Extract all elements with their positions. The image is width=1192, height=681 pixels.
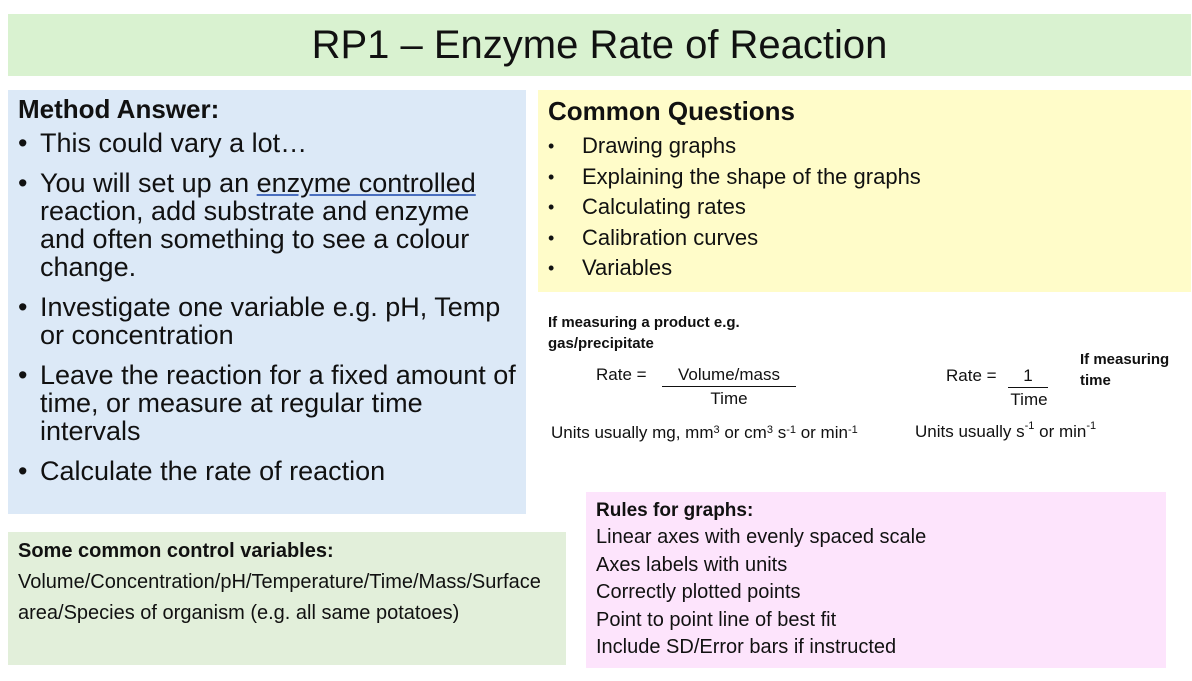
question-item: • Variables [548,253,1181,284]
question-item: • Calculating rates [548,192,1181,223]
units-left-text: or cm [719,423,767,442]
method-setup-suffix: reaction, add substrate and enzyme and often something to see a colour change. [40,196,470,282]
method-setup-prefix: You will set up an [40,168,257,198]
units-left-text: s [772,423,787,442]
question-item: • Explaining the shape of the graphs [548,162,1181,193]
rate-label-right: Rate = [946,366,997,385]
page-title: RP1 – Enzyme Rate of Reaction [311,22,888,67]
rule-item: Linear axes with evenly spaced scale [596,526,927,548]
rules-list [596,524,1156,662]
rule-item: Point to point line of best fit [596,608,837,631]
title-bar [8,14,1191,76]
method-item-setup [18,169,516,281]
units-left [551,421,881,444]
controls-heading: Some common control variables: [18,540,334,562]
units-left-sup: 3 [713,424,720,436]
units-right-sup: -1 [1024,420,1035,432]
units-right-sup: -1 [1086,420,1097,432]
units-right-text: Units usually s [915,422,1025,441]
method-heading: Method Answer: [18,94,220,124]
rule-item: Correctly plotted points [596,581,801,603]
rate-label-left: Rate = [596,365,647,384]
product-measure-label: If measuring a product e.g. gas/precipitate [548,314,740,352]
common-questions-panel [538,90,1191,292]
rate-denominator-left: Time [710,389,748,408]
questions-list [548,131,1181,284]
question-item: • Calibration curves [548,223,1181,254]
rule-item: Include SD/Error bars if instructed [596,636,897,658]
question-item: • Drawing graphs [548,131,1181,162]
control-variables-panel [8,532,566,665]
rate-numerator-left: Volume/mass [662,365,796,387]
rate-denominator-right: Time [1010,390,1048,409]
units-left-text: or min [795,423,848,442]
method-item: • Investigate one variable e.g. pH, Temp or concentration [18,293,516,349]
method-answer-panel [8,90,526,514]
units-left-sup: -1 [786,424,796,436]
method-item: • Calculate the rate of reaction [18,457,516,485]
time-measure-label: If measuring time [1080,351,1170,389]
rate-numerator-right: 1 [1008,366,1048,388]
units-left-text: Units usually mg, mm [551,423,714,442]
graph-rules-panel [586,492,1166,668]
method-list [18,129,516,485]
method-setup-underlined: enzyme controlled [256,168,476,198]
units-right-text: or min [1034,422,1087,441]
units-right [915,422,1185,442]
units-left-sup: 3 [766,424,773,436]
method-item: • Leave the reaction for a fixed amount of time, or measure at regular time intervals [18,361,516,445]
controls-text: Volume/Concentration/pH/Temperature/Time/Mass/Surface area/Species of organism (e.g. all same potatoes) [18,571,541,624]
rules-heading: Rules for graphs: [596,500,754,521]
units-left-sup: -1 [847,424,858,436]
questions-heading: Common Questions [548,96,796,126]
rule-item: Axes labels with units [596,553,788,576]
method-item: • This could vary a lot… [18,129,516,157]
